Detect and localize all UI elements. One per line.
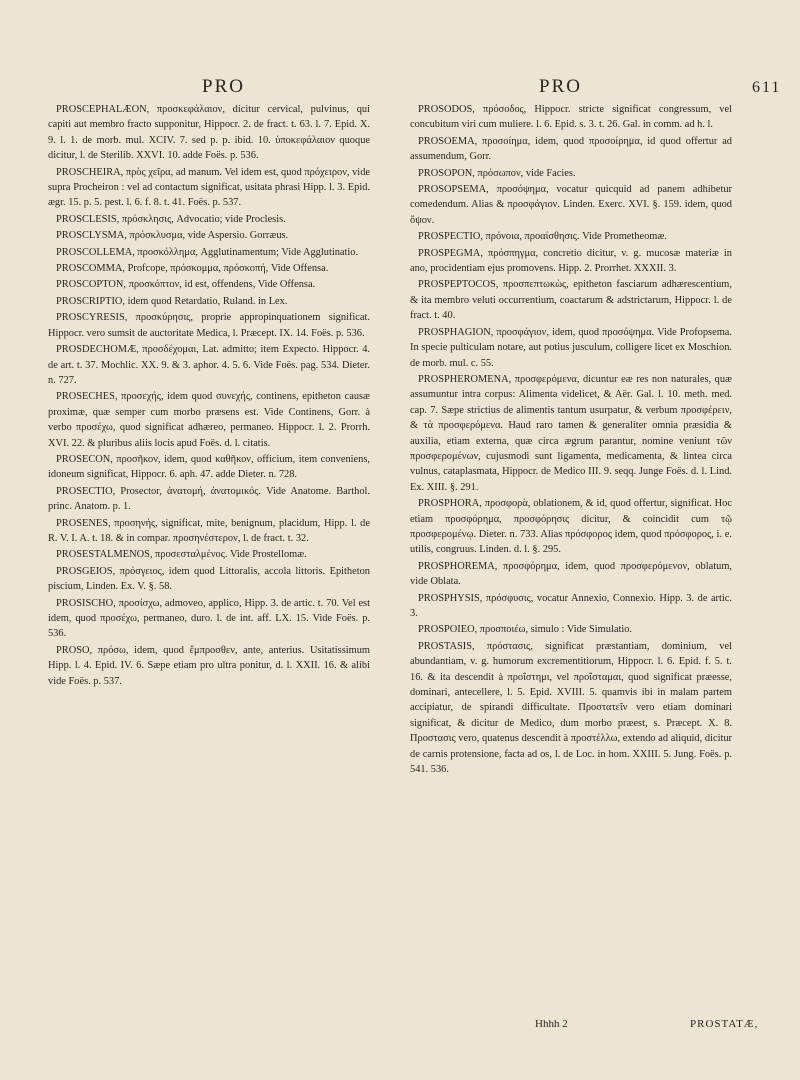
dictionary-entry: PROSPHYSIS, πρόσφυσις, vocatur Annexio, Connexio. Hipp. 3. de artic. 3. xyxy=(410,592,732,619)
dictionary-entry: PROSPOIEO, προσποιέω, simulo : Vide Simulatio. xyxy=(418,624,633,636)
dictionary-entry: PROSPHAGION, προσφάγιον, idem, quod προσόψημα. Vide Profopsema. In specie pulticulam notare, aut potius jusculum, colligere licet ex Moschion. de morb. mul. c. 55. xyxy=(410,326,732,369)
dictionary-entry: PROSO, πρόσω, idem, quod ἔμπροσθεν, ante, anterius. Usitatissimum Hipp. l. 4. Epid. IV. 6. Sæpe etiam pro ultra ponitur, d. l. XXII. 16. & alibi vide Foës. p. 537. xyxy=(48,644,370,687)
dictionary-entry: PROSECTIO, Prosector, ἀνατομή, ἀνατομικός. Vide Anatome. Barthol. princ. Anatom. p. 1. xyxy=(48,485,370,513)
signature-mark: Hhhh 2 xyxy=(535,1018,568,1030)
dictionary-entry: PROSODOS, πρόσοδος, Hippocr. stricte significat congressum, vel concubitum viri cum muliere. l. 6. Epid. s. 3. t. 26. Gal. in comm. ad h. l. xyxy=(410,104,732,131)
left-column xyxy=(48,102,370,690)
dictionary-entry: PROSCLESIS, πρόσκλησις, Advocatio; vide Proclesis. xyxy=(56,213,286,225)
dictionary-entry: PROSENES, προσηνής, significat, mite, benignum, placidum, Hipp. l. de R. V. I. A. t. 18. & in compar. προσηνέστερον, l. de fract. t. 32. xyxy=(48,517,370,544)
dictionary-entry: PROSPHOREMA, προσφόρημα, idem, quod προσφερόμενον, oblatum, vide Oblata. xyxy=(410,560,732,588)
catchword: PROSTATÆ, xyxy=(690,1018,759,1030)
page-number: 611 xyxy=(752,79,782,96)
dictionary-entry: PROSPECTIO, πρόνοια, προαίσθησις. Vide Prometheomæ. xyxy=(418,231,667,243)
running-head-right: PRO xyxy=(539,76,582,97)
dictionary-entry: PROSCOLLEMA, προσκόλλημα, Agglutinamentum; Vide Agglutinatio. xyxy=(56,246,359,258)
dictionary-entry: PROSGEIOS, πρόσγειος, idem quod Littoralis, accola littoris. Epitheton piscium, Linden. Ex. V. §. 58. xyxy=(48,565,370,593)
dictionary-entry: PROSCEPHALÆON, προσκεφάλαιον, dicitur cervical, pulvinus, qui capiti aut membro fracto supponitur, Hippocr. 2. de fract. t. 63. l. 7. Epid. X. 9. l. 1. de morb. mul. XCIV. 7. sed p. p. ibid. 10. ὑποκεφάλαιον quoque dicitur, l. de Sterilib. XXVI. 10. adde Foës. p. 536. xyxy=(48,104,370,162)
dictionary-entry: PROSCOPTON, προσκόπτον, id est, offendens, Vide Offensa. xyxy=(56,279,316,291)
dictionary-entry: PROSCLYSMA, πρόσκλυσμα, vide Aspersio. Gorræus. xyxy=(56,230,289,242)
dictionary-entry: PROSPEPTOCOS, προσπεπτωκὼς, epitheton fasciarum adhærescentium, & ita membro veluti occurrentium, coactarum & adstrictarum, Hippocr. l. de fract. t. 40. xyxy=(410,279,732,322)
dictionary-entry: PROSCOMMA, Profcope, πρόσκομμα, πρόσκοπή, Vide Offensa. xyxy=(56,263,329,275)
dictionary-entry: PROSECON, προσῆκον, idem, quod καθῆκον, officium, item conveniens, idoneum significat, Hippocr. 6. aph. 47. adde Dieter. n. 728. xyxy=(48,453,370,481)
dictionary-entry: PROSCHEIRA, πρὸς χεῖρα, ad manum. Vel idem est, quod πρόχειρον, vide supra Procheiron : vel ad contactum significat, usitata phrasi Hipp. l. 3. Epid. ægr. 15. p. 5. pest. l. 6. f. 8. t. 41. Foës. p. 537. xyxy=(48,166,370,209)
right-column xyxy=(410,102,732,778)
running-head-left: PRO xyxy=(202,76,245,97)
dictionary-entry: PROSECHES, προσεχής, idem quod συνεχής, continens, epitheton causæ proximæ, quæ semper cum morbo præsens est. Vide Continens, Gorr. à verbo προσέχω, quod significat adhæreo, permaneo. Hippocr. l. 2. Prorrh. XVI. 22. & pluribus aliis locis apud Foës. d. l. citatis. xyxy=(48,391,370,449)
dictionary-entry: PROSCYRESIS, προσκύρησις, proprie appropinquationem significat. Hippocr. vero sumsit de auctoritate Medica, l. Præcept. IX. 14. Foës. p. 536. xyxy=(48,312,370,339)
dictionary-entry: PROSISCHO, προσίσχω, admoveo, applico, Hipp. 3. de artic. t. 70. Vel est idem, quod προσέχω, permaneo, duro. l. de int. aff. LX. 15. Vide Foës. p. 536. xyxy=(48,597,370,640)
dictionary-entry: PROSOEMA, προσοίημα, idem, quod προσοίρημα, id quod offertur ad assumendum, Gorr. xyxy=(410,135,732,163)
dictionary-entry: PROSDECHOMÆ, προσδέχομαι, Lat. admitto; item Expecto. Hippocr. 4. de art. t. 37. Mochlic. XX. 9. & 3. aphor. 4. 5. 6. Vide Foës. pag. 534. Dieter. n. 727. xyxy=(48,344,370,386)
dictionary-entry: PROSPEGMA, πρόσπηγμα, concretio dicitur, v. g. mucosæ materiæ in ano, procidentiam ejus promovens. Hipp. 2. Prorrhet. XXXII. 3. xyxy=(410,247,732,275)
dictionary-entry: PROSCRIPTIO, idem quod Retardatio, Ruland. in Lex. xyxy=(56,295,288,307)
dictionary-entry: PROSOPON, πρόσωπον, vide Facies. xyxy=(418,167,576,179)
dictionary-entry: PROSPHEROMENA, προσφερόμενα, dicuntur eæ res non naturales, quæ assumuntur intra corpus: Alimenta videlicet, & Aër. Gal. l. 10. meth. med. cap. 7. Sæpe strictius de alimentis tantum usurpatur, & verbum προσφέρειν, & τὰ προσφερόμενα. Haud raro tamen & generaliter omnia præsidia & auxilia, etiam externa, quæ circa ægrum parantur, nomine veniunt τῶν προσφερομένων, cujusmodi sunt ligamenta, medicamenta, & lintea circa vulnus, cataplasmata, Hippocr. de Medico III. 9. seqq. Junge Foës. d. l. Lind. Ex. XIII. §. 291. xyxy=(410,373,732,493)
dictionary-entry: PROSPHORA, προσφορὰ, oblationem, & id, quod offertur, significat. Hoc etiam προσφόρημα, προσφόρησις dicitur, & coincidit cum τῷ προσφερομένῳ. Dieter. n. 733. Alias πρόσφορος idem, quod πρόσφορος, i. e. utilis, congruus. Linden. d. l. §. 295. xyxy=(410,498,732,556)
dictionary-entry: PROSESTALMENOS, προσεσταλμένος. Vide Prostellomæ. xyxy=(56,549,307,561)
dictionary-entry: PROSOPSEMA, προσόψημα, vocatur quicquid ad panem adhibetur comedendum. Alias & προσφάγιον. Linden. Exerc. XVI. §. 159. idem, quod ὄψον. xyxy=(410,184,732,226)
dictionary-entry: PROSTASIS, πρόστασις, significat præstantiam, dominium, vel abundantiam, v. g. humorum excrementitiorum, Hippocr. l. 6. Epid. f. 5. t. 16. & ita descendit à προΐστημι, vel προΐσταμαι, quod significat præesse, dominari, antecellere, l. 5. Epid. XVIII. 5. quamvis ibi in malam partem accipiatur, de spirandi difficultate. Προστατεῖν vero etiam dominari significat, & dicitur de Medico, dum morbo præest, s. Præcept. X. 8. Προστασις vero, quatenus descendit à προστέλλω, extendo ad aliquid, dicitur de carnis protensione, facta ad os, l. de Loc. in hom. XXIII. 5. Jung. Foës. p. 541. 536. xyxy=(410,640,732,776)
